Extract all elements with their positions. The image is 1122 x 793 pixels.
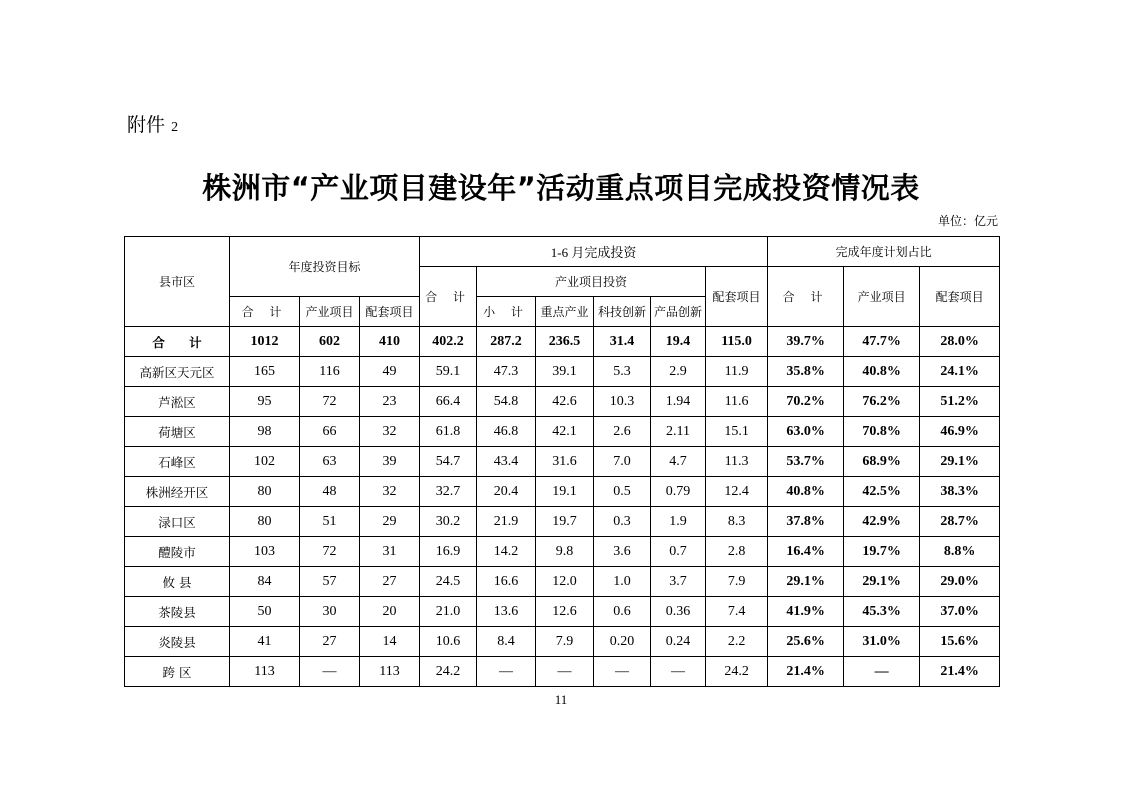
header-ratio-supporting: 配套项目 (920, 267, 1000, 327)
region-name: 合 计 (125, 327, 230, 357)
table-cell: 29.0% (920, 567, 1000, 597)
table-cell: 8.8% (920, 537, 1000, 567)
table-cell: 24.2 (420, 657, 477, 687)
table-cell: 48 (300, 477, 360, 507)
table-cell: 0.36 (651, 597, 706, 627)
header-completed-total: 合 计 (420, 267, 477, 327)
table-cell: 10.3 (594, 387, 651, 417)
page-number: 11 (554, 692, 568, 707)
table-cell: 102 (230, 447, 300, 477)
table-cell: 80 (230, 507, 300, 537)
header-target-supporting: 配套项目 (360, 297, 420, 327)
table-cell: 59.1 (420, 357, 477, 387)
table-cell: 2.11 (651, 417, 706, 447)
table-cell: 54.8 (477, 387, 536, 417)
header-industry-investment: 产业项目投资 (477, 267, 706, 297)
table-cell: 42.1 (536, 417, 594, 447)
table-cell: 70.2% (768, 387, 844, 417)
header-subtotal: 小 计 (477, 297, 536, 327)
table-cell: 402.2 (420, 327, 477, 357)
table-cell: 7.0 (594, 447, 651, 477)
table-cell: 31.6 (536, 447, 594, 477)
table-cell: 32.7 (420, 477, 477, 507)
table-cell: 29.1% (844, 567, 920, 597)
table-cell: — (536, 657, 594, 687)
header-ratio-total: 合 计 (768, 267, 844, 327)
table-cell: 287.2 (477, 327, 536, 357)
table-cell: 57 (300, 567, 360, 597)
table-cell: 16.9 (420, 537, 477, 567)
table-cell: 113 (360, 657, 420, 687)
table-cell: 20.4 (477, 477, 536, 507)
table-cell: 63 (300, 447, 360, 477)
table-cell: 37.0% (920, 597, 1000, 627)
table-cell: 0.3 (594, 507, 651, 537)
table-cell: 42.6 (536, 387, 594, 417)
region-name: 醴陵市 (125, 537, 230, 567)
header-completed-supporting: 配套项目 (706, 267, 768, 327)
table-cell: 19.7 (536, 507, 594, 537)
region-name: 高新区天元区 (125, 357, 230, 387)
table-cell: 1.9 (651, 507, 706, 537)
table-cell: 165 (230, 357, 300, 387)
table-cell: 41 (230, 627, 300, 657)
table-cell: 20 (360, 597, 420, 627)
table-cell: 41.9% (768, 597, 844, 627)
table-cell: 46.9% (920, 417, 1000, 447)
table-row (125, 627, 1000, 657)
table-cell: 24.5 (420, 567, 477, 597)
page-title: 株洲市“产业项目建设年”活动重点项目完成投资情况表 (202, 171, 920, 205)
table-cell: 53.7% (768, 447, 844, 477)
table-row (125, 417, 1000, 447)
table-cell: 47.7% (844, 327, 920, 357)
attachment-label (127, 110, 178, 137)
table-cell: 4.7 (651, 447, 706, 477)
table-cell: 2.6 (594, 417, 651, 447)
table-cell: 3.7 (651, 567, 706, 597)
table-cell: 40.8% (844, 357, 920, 387)
table-cell: 30 (300, 597, 360, 627)
header-target-total: 合 计 (230, 297, 300, 327)
table-row (125, 477, 1000, 507)
table-cell: 27 (360, 567, 420, 597)
table-row (125, 597, 1000, 627)
table-cell: 21.4% (920, 657, 1000, 687)
region-name: 攸 县 (125, 567, 230, 597)
table-cell: 8.3 (706, 507, 768, 537)
table-row (125, 657, 1000, 687)
table-cell: 21.9 (477, 507, 536, 537)
table-cell: 54.7 (420, 447, 477, 477)
table-cell: 12.4 (706, 477, 768, 507)
table-cell: — (477, 657, 536, 687)
table-cell: 7.4 (706, 597, 768, 627)
table-cell: 0.20 (594, 627, 651, 657)
header-ratio: 完成年度计划占比 (768, 237, 1000, 267)
header-region: 县市区 (125, 237, 230, 327)
table-cell: 5.3 (594, 357, 651, 387)
table-cell: 23 (360, 387, 420, 417)
attachment-number: 2 (171, 120, 179, 135)
table-cell: 11.9 (706, 357, 768, 387)
region-name: 株洲经开区 (125, 477, 230, 507)
table-cell: 15.1 (706, 417, 768, 447)
table-cell: 16.6 (477, 567, 536, 597)
table-cell: 66.4 (420, 387, 477, 417)
table-cell: 43.4 (477, 447, 536, 477)
table-cell: 116 (300, 357, 360, 387)
table-cell: 0.5 (594, 477, 651, 507)
header-product-innovation: 产品创新 (651, 297, 706, 327)
table-cell: 80 (230, 477, 300, 507)
table-cell: 76.2% (844, 387, 920, 417)
investment-table (124, 236, 1000, 687)
region-name: 芦淞区 (125, 387, 230, 417)
table-cell: 14 (360, 627, 420, 657)
attachment-prefix: 附件 (127, 114, 166, 136)
table-cell: 7.9 (536, 627, 594, 657)
table-cell: 11.3 (706, 447, 768, 477)
unit-label: 单位：亿元 (937, 214, 998, 228)
table-cell: 32 (360, 417, 420, 447)
table-cell: 19.1 (536, 477, 594, 507)
table-cell: 98 (230, 417, 300, 447)
table-cell: — (594, 657, 651, 687)
table-cell: 61.8 (420, 417, 477, 447)
table-cell: 72 (300, 537, 360, 567)
table-cell: 31 (360, 537, 420, 567)
table-cell: 115.0 (706, 327, 768, 357)
table-cell: 28.0% (920, 327, 1000, 357)
table-cell: 16.4% (768, 537, 844, 567)
table-cell: 72 (300, 387, 360, 417)
table-cell: 12.0 (536, 567, 594, 597)
table-cell: 19.4 (651, 327, 706, 357)
table-cell: 1.94 (651, 387, 706, 417)
table-cell: 37.8% (768, 507, 844, 537)
table-row (125, 537, 1000, 567)
table-row (125, 507, 1000, 537)
table-cell: 21.0 (420, 597, 477, 627)
table-cell: 68.9% (844, 447, 920, 477)
header-annual-target: 年度投资目标 (230, 237, 420, 297)
region-name: 渌口区 (125, 507, 230, 537)
header-completed-1-6: 1-6 月完成投资 (420, 237, 768, 267)
header-ratio-industry: 产业项目 (844, 267, 920, 327)
table-cell: 0.6 (594, 597, 651, 627)
table-cell: — (300, 657, 360, 687)
table-cell: 7.9 (706, 567, 768, 597)
table-cell: 29.1% (768, 567, 844, 597)
table-cell: 42.5% (844, 477, 920, 507)
table-cell: 29.1% (920, 447, 1000, 477)
table-cell: 0.24 (651, 627, 706, 657)
table-cell: 47.3 (477, 357, 536, 387)
table-cell: 95 (230, 387, 300, 417)
region-name: 茶陵县 (125, 597, 230, 627)
table-cell: 38.3% (920, 477, 1000, 507)
table-cell: 9.8 (536, 537, 594, 567)
table-cell: 24.2 (706, 657, 768, 687)
table-cell: 1012 (230, 327, 300, 357)
table-cell: 28.7% (920, 507, 1000, 537)
table-cell: 39 (360, 447, 420, 477)
table-cell: 40.8% (768, 477, 844, 507)
header-tech-innovation: 科技创新 (594, 297, 651, 327)
table-row (125, 357, 1000, 387)
table-cell: 410 (360, 327, 420, 357)
table-cell: 602 (300, 327, 360, 357)
table-cell: 1.0 (594, 567, 651, 597)
table-cell: — (844, 657, 920, 687)
table-cell: — (651, 657, 706, 687)
table-cell: 113 (230, 657, 300, 687)
table-cell: 24.1% (920, 357, 1000, 387)
table-cell: 32 (360, 477, 420, 507)
region-name: 炎陵县 (125, 627, 230, 657)
table-cell: 50 (230, 597, 300, 627)
total-row (125, 327, 1000, 357)
table-cell: 10.6 (420, 627, 477, 657)
table-cell: 45.3% (844, 597, 920, 627)
table-cell: 19.7% (844, 537, 920, 567)
table-cell: 42.9% (844, 507, 920, 537)
table-cell: 70.8% (844, 417, 920, 447)
table-cell: 25.6% (768, 627, 844, 657)
table-cell: 35.8% (768, 357, 844, 387)
table-cell: 13.6 (477, 597, 536, 627)
table-cell: 31.4 (594, 327, 651, 357)
table-cell: 27 (300, 627, 360, 657)
table-cell: 0.79 (651, 477, 706, 507)
region-name: 石峰区 (125, 447, 230, 477)
table-cell: 236.5 (536, 327, 594, 357)
table-cell: 30.2 (420, 507, 477, 537)
table-cell: 46.8 (477, 417, 536, 447)
header-target-industry: 产业项目 (300, 297, 360, 327)
table-cell: 51.2% (920, 387, 1000, 417)
header-key-industry: 重点产业 (536, 297, 594, 327)
table-cell: 31.0% (844, 627, 920, 657)
table-cell: 39.7% (768, 327, 844, 357)
table-cell: 0.7 (651, 537, 706, 567)
table-cell: 2.8 (706, 537, 768, 567)
table-row (125, 567, 1000, 597)
table-cell: 12.6 (536, 597, 594, 627)
table-cell: 63.0% (768, 417, 844, 447)
table-cell: 51 (300, 507, 360, 537)
table-row (125, 387, 1000, 417)
table-cell: 21.4% (768, 657, 844, 687)
region-name: 荷塘区 (125, 417, 230, 447)
table-cell: 2.2 (706, 627, 768, 657)
table-cell: 103 (230, 537, 300, 567)
table-cell: 66 (300, 417, 360, 447)
table-cell: 39.1 (536, 357, 594, 387)
region-name: 跨 区 (125, 657, 230, 687)
table-row (125, 447, 1000, 477)
table-cell: 84 (230, 567, 300, 597)
table-cell: 3.6 (594, 537, 651, 567)
table-cell: 11.6 (706, 387, 768, 417)
table-cell: 49 (360, 357, 420, 387)
table-cell: 8.4 (477, 627, 536, 657)
table-cell: 29 (360, 507, 420, 537)
table-cell: 14.2 (477, 537, 536, 567)
table-cell: 15.6% (920, 627, 1000, 657)
table-cell: 2.9 (651, 357, 706, 387)
